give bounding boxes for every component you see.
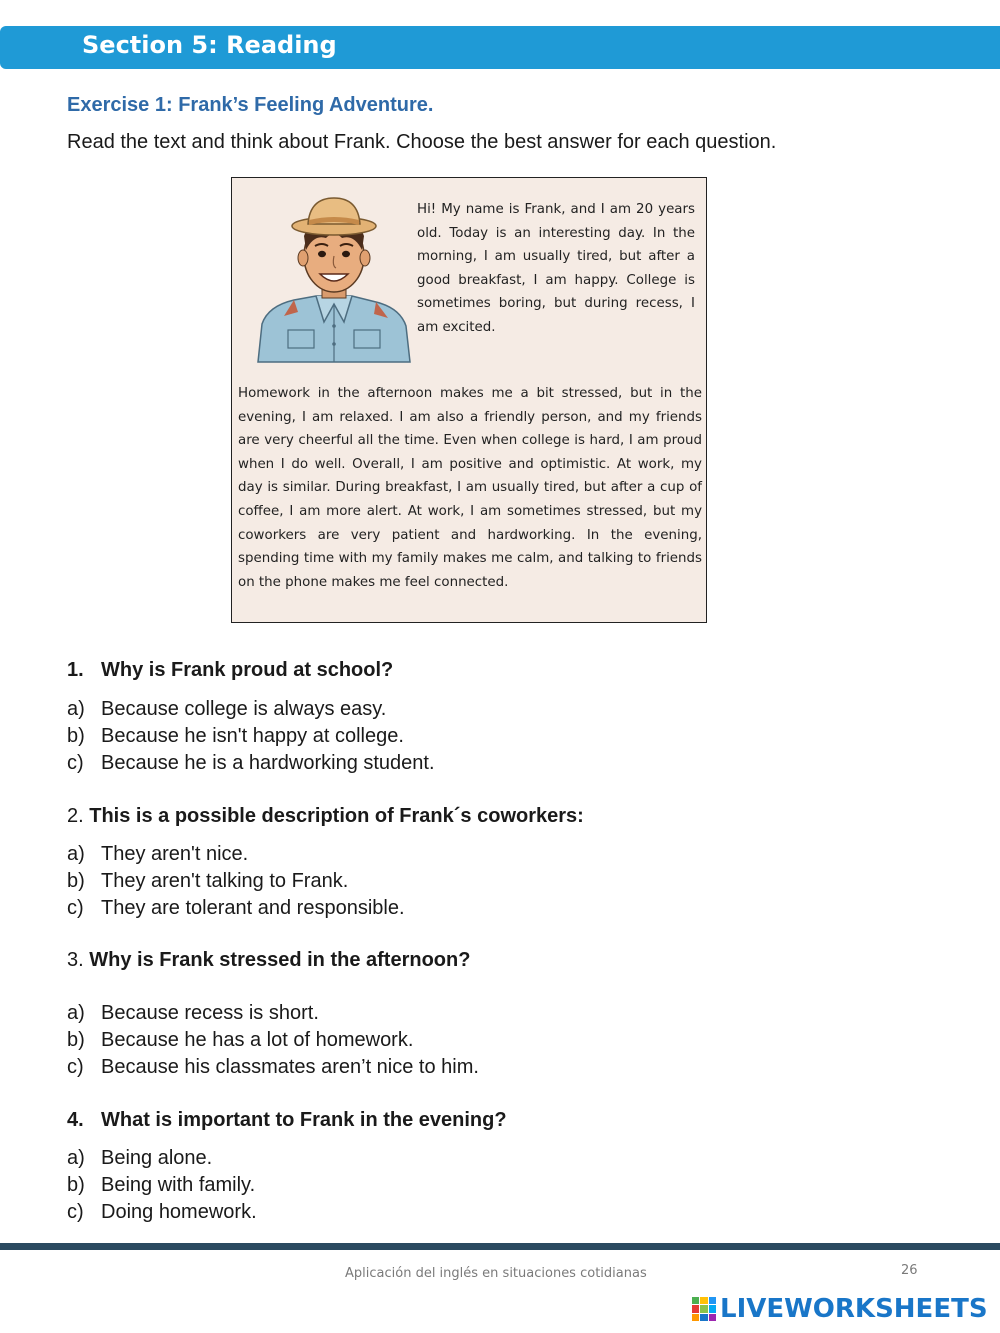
- question-text: Why is Frank proud at school?: [101, 659, 394, 681]
- option-4a[interactable]: [67, 1147, 212, 1170]
- option-letter: b): [67, 870, 85, 892]
- question-1: [67, 659, 393, 682]
- question-number: 1.: [67, 659, 84, 681]
- liveworksheets-logo: [692, 1293, 988, 1325]
- option-text: They are tolerant and responsible.: [101, 897, 405, 919]
- option-text: Because college is always easy.: [101, 698, 387, 720]
- option-text: Being with family.: [101, 1174, 256, 1196]
- option-text: They aren't talking to Frank.: [101, 870, 349, 892]
- section-banner: [0, 26, 1000, 69]
- question-number: 4.: [67, 1109, 84, 1131]
- question-text: What is important to Frank in the evening?: [101, 1109, 507, 1131]
- brand-text: LIVEWORKSHEETS: [720, 1294, 988, 1324]
- frank-illustration: [254, 194, 414, 364]
- footer-text: Aplicación del inglés en situaciones cotidianas: [345, 1266, 647, 1281]
- option-letter: c): [67, 1201, 84, 1223]
- section-title: Section 5: Reading: [82, 31, 337, 59]
- option-2c[interactable]: [67, 897, 405, 920]
- question-text: Why is Frank stressed in the afternoon?: [89, 949, 471, 971]
- option-text: Being alone.: [101, 1147, 213, 1169]
- option-letter: a): [67, 1002, 85, 1024]
- exercise-title: Exercise 1: Frank’s Feeling Adventure.: [67, 94, 434, 116]
- option-text: They aren't nice.: [101, 843, 249, 865]
- option-text: Because he has a lot of homework.: [101, 1029, 414, 1051]
- option-3a[interactable]: [67, 1002, 319, 1025]
- option-letter: b): [67, 1174, 85, 1196]
- option-letter: b): [67, 1029, 85, 1051]
- footer-divider: [0, 1243, 1000, 1250]
- option-1b[interactable]: [67, 725, 404, 748]
- reading-paragraph-2: Homework in the afternoon makes me a bit stressed, but in the evening, I am relaxed. I am also a friendly person, and my friends are very cheerful all the time. Even when college is hard, I am proud when I do well. Overall, I am positive and optimistic. At work, my day is similar. During breakfast, I am usually tired, but after a cup of coffee, I am more alert. At work, I am sometimes stressed, but my coworkers are very patient and hardworking. In the evening, spending time with my family makes me calm, and talking to friends on the phone makes me feel connected.: [238, 386, 702, 590]
- option-3c[interactable]: [67, 1056, 479, 1079]
- option-letter: a): [67, 698, 85, 720]
- option-letter: c): [67, 897, 84, 919]
- page-number: 26: [901, 1263, 918, 1278]
- option-letter: c): [67, 752, 84, 774]
- reading-box: [231, 177, 707, 623]
- option-4c[interactable]: [67, 1201, 257, 1224]
- option-text: Because he is a hardworking student.: [101, 752, 435, 774]
- option-text: Because recess is short.: [101, 1002, 319, 1024]
- option-1a[interactable]: [67, 698, 386, 721]
- question-4: [67, 1109, 507, 1132]
- question-text: This is a possible description of Frank´s coworkers:: [89, 805, 584, 827]
- option-letter: b): [67, 725, 85, 747]
- option-2b[interactable]: [67, 870, 348, 893]
- logo-grid-icon: [692, 1297, 716, 1321]
- option-text: Doing homework.: [101, 1201, 257, 1223]
- option-text: Because his classmates aren’t nice to him.: [101, 1056, 479, 1078]
- option-2a[interactable]: [67, 843, 248, 866]
- reading-paragraph-1: Hi! My name is Frank, and I am 20 years old. Today is an interesting day. In the morning, I am usually tired, but after a good breakfast, I am happy. College is sometimes boring, but during recess, I am excited.: [417, 202, 695, 335]
- option-letter: c): [67, 1056, 84, 1078]
- option-letter: a): [67, 1147, 85, 1169]
- option-1c[interactable]: [67, 752, 435, 775]
- question-number: 2.: [67, 805, 84, 827]
- option-3b[interactable]: [67, 1029, 413, 1052]
- option-letter: a): [67, 843, 85, 865]
- question-3: [67, 949, 470, 972]
- question-number: 3.: [67, 949, 84, 971]
- exercise-instruction: Read the text and think about Frank. Choose the best answer for each question.: [67, 131, 777, 153]
- option-4b[interactable]: [67, 1174, 255, 1197]
- option-text: Because he isn't happy at college.: [101, 725, 404, 747]
- question-2: [67, 805, 584, 828]
